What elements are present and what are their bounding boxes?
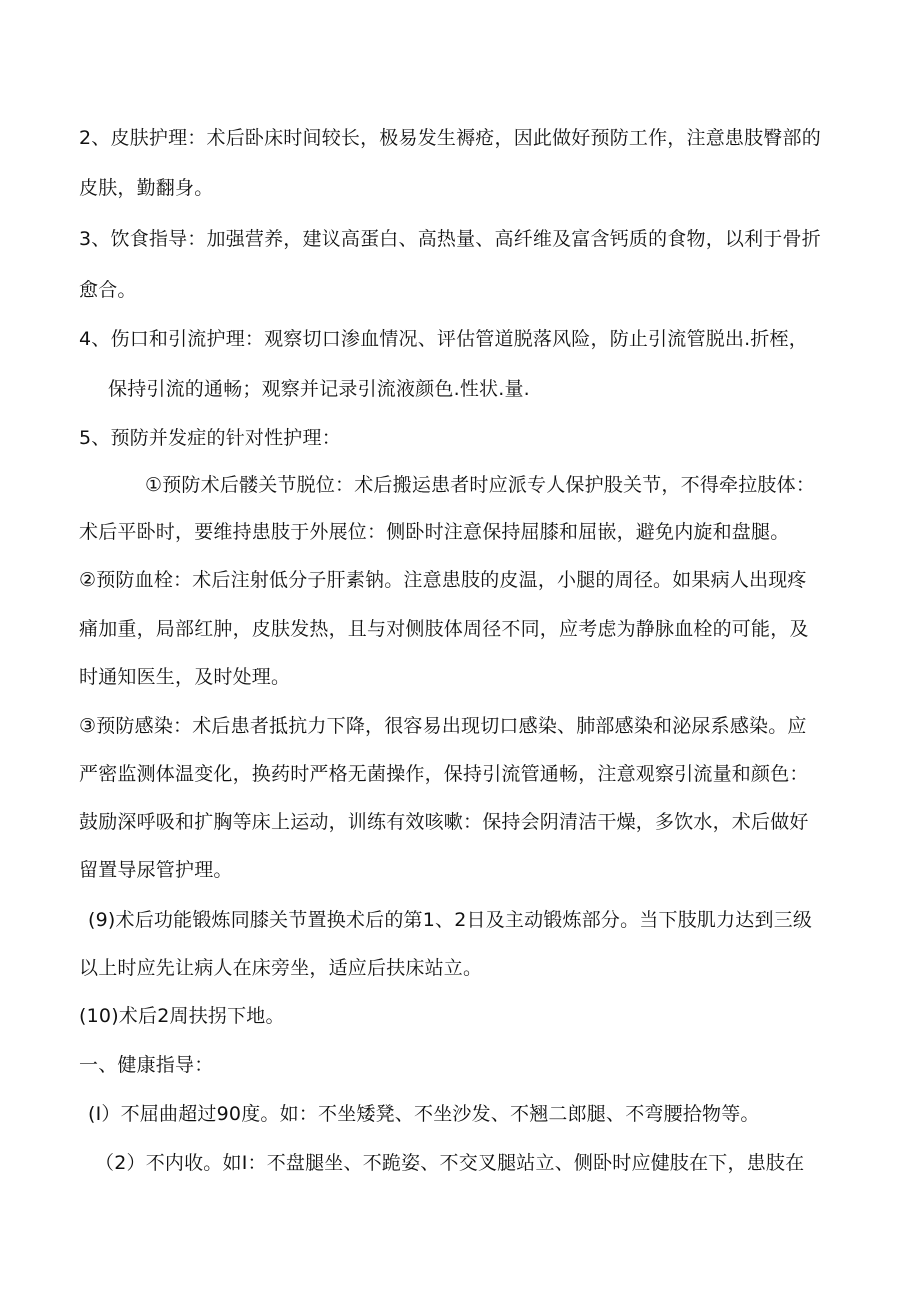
item2-line1: 2、皮肤护理：术后卧床时间较长，极易发生褥疮，因此做好预防工作，注意患肢臀部的	[79, 127, 821, 149]
item5-sub3-line1: ③预防感染：术后患者抵抗力下降，很容易出现切口感染、肺部感染和泌尿系感染。应	[79, 715, 807, 737]
health-point1: (I）不屈曲超过90度。如：不坐矮凳、不坐沙发、不翘二郎腿、不弯腰拾物等。	[88, 1103, 760, 1125]
item3-line1: 3、饮食指导：加强营养，建议高蛋白、高热量、高纤维及富含钙质的食物，以利于骨折	[79, 228, 821, 250]
item3-line2: 愈合。	[79, 279, 137, 301]
item5-sub2-line2: 痛加重，局部红肿，皮肤发热，且与对侧肢体周径不同，应考虑为静脉血栓的可能，及	[79, 618, 809, 640]
item5-sub1-line1: ①预防术后髅关节脱位：术后搬运患者时应派专人保护股关节，不得牵拉肢体：	[145, 474, 816, 496]
item5-sub3-line3: 鼓励深呼吸和扩胸等床上运动，训练有效咳嗽：保持会阴清洁干燥，多饮水，术后做好	[79, 811, 809, 833]
item5-sub2-line1: ②预防血栓：术后注射低分子肝素钠。注意患肢的皮温，小腿的周径。如果病人出现疼	[79, 569, 807, 591]
health-point2: （2）不内收。如I：不盘腿坐、不跪姿、不交叉腿站立、侧卧时应健肢在下，患肢在	[95, 1152, 805, 1174]
item2-line2: 皮肤，勤翻身。	[79, 177, 214, 199]
item9-line1: (9)术后功能锻炼同膝关节置换术后的第1、2日及主动锻炼部分。当下肢肌力达到三级	[88, 909, 813, 931]
item5-sub2-line3: 时通知医生，及时处理。	[79, 666, 291, 688]
item5-heading: 5、预防并发症的针对性护理：	[79, 427, 341, 449]
item9-line2: 以上时应先让病人在床旁坐，适应后扶床站立。	[79, 957, 483, 979]
item4-line1: 4、伤口和引流护理：观察切口渗血情况、评估管道脱落风险，防止引流管脱出.折桎，	[79, 328, 808, 350]
item5-sub3-line2: 严密监测体温变化，换药时严格无菌操作，保持引流管通畅，注意观察引流量和颜色：	[79, 763, 809, 785]
item5-sub1-line2: 术后平卧时，要维持患肢于外展位：侧卧时注意保持屈膝和屈嵌，避免内旋和盘腿。	[79, 521, 790, 543]
health-heading: 一、健康指导：	[79, 1054, 214, 1076]
item5-sub3-line4: 留置导尿管护理。	[79, 859, 233, 881]
item10-line1: (10)术后2周扶拐下地。	[79, 1005, 285, 1027]
item4-line2: 保持引流的通畅；观察并记录引流液颜色.性状.量.	[108, 378, 530, 400]
